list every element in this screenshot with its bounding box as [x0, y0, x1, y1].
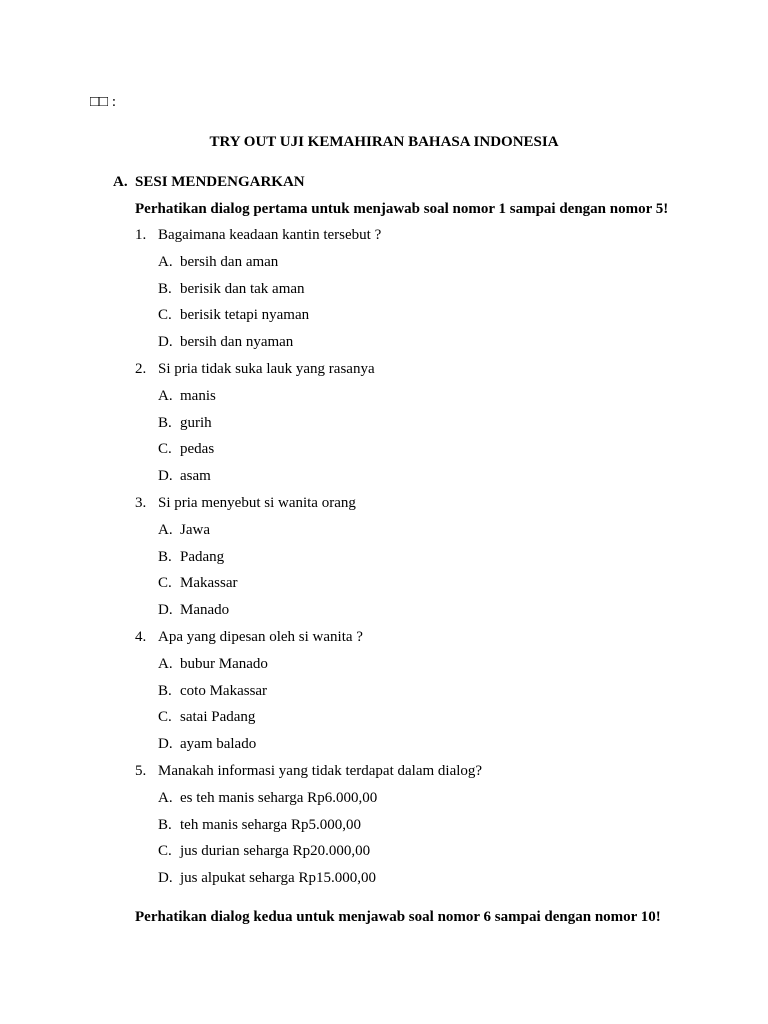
option-letter: B. [158, 414, 172, 431]
option-text: jus alpukat seharga Rp15.000,00 [180, 870, 376, 887]
header-label: □□ : [90, 94, 117, 110]
question-number: 5. [135, 762, 147, 779]
question-number: 2. [135, 360, 147, 377]
question-text: Apa yang dipesan oleh si wanita ? [158, 628, 363, 645]
option-text: es teh manis seharga Rp6.000,00 [180, 789, 378, 806]
answer-option [135, 734, 735, 761]
section-title: SESI MENDENGARKAN [135, 174, 305, 190]
answer-option [135, 547, 735, 574]
answer-option [135, 707, 735, 734]
answer-option [135, 332, 735, 359]
answer-option [135, 573, 735, 600]
option-text: bersih dan aman [180, 253, 279, 270]
option-text: ayam balado [180, 736, 257, 753]
option-letter: D. [158, 870, 173, 887]
question-item [135, 627, 735, 761]
option-letter: C. [158, 709, 172, 726]
option-letter: A. [158, 655, 173, 672]
option-letter: A. [158, 521, 173, 538]
document-title: TRY OUT UJI KEMAHIRAN BAHASA INDONESIA [209, 134, 559, 150]
option-letter: A. [158, 387, 173, 404]
answer-option [135, 681, 735, 708]
option-letter: B. [158, 682, 172, 699]
option-text: satai Padang [180, 709, 256, 726]
option-letter: B. [158, 548, 172, 565]
option-text: manis [180, 387, 216, 404]
option-letter: D. [158, 736, 173, 753]
answer-option [135, 841, 735, 868]
question-number: 1. [135, 227, 147, 243]
answer-option [135, 466, 735, 493]
instruction-second-dialog: Perhatikan dialog kedua untuk menjawab soal nomor 6 sampai dengan nomor 10! [135, 909, 661, 925]
question-stem [135, 493, 735, 520]
option-letter: C. [158, 307, 172, 324]
option-text: bubur Manado [180, 655, 268, 672]
option-letter: D. [158, 602, 173, 619]
option-text: jus durian seharga Rp20.000,00 [180, 843, 371, 860]
question-number: 3. [135, 494, 147, 511]
option-letter: C. [158, 441, 172, 458]
section-letter: A. [113, 174, 128, 190]
option-letter: B. [158, 816, 172, 833]
question-stem [135, 761, 735, 788]
question-text: Bagaimana keadaan kantin tersebut ? [158, 227, 382, 243]
instruction-first-dialog: Perhatikan dialog pertama untuk menjawab soal nomor 1 sampai dengan nomor 5! [135, 201, 669, 217]
question-stem [135, 359, 735, 386]
answer-option [135, 279, 735, 306]
option-letter: B. [158, 280, 172, 297]
answer-option [135, 868, 735, 895]
question-text: Si pria tidak suka lauk yang rasanya [158, 360, 375, 377]
question-item [135, 761, 735, 895]
option-letter: D. [158, 468, 173, 485]
question-text: Si pria menyebut si wanita orang [158, 494, 356, 511]
option-text: Makassar [180, 575, 238, 592]
option-text: berisik dan tak aman [180, 280, 305, 297]
option-letter: D. [158, 334, 173, 351]
question-item [135, 493, 735, 627]
answer-option [135, 520, 735, 547]
answer-option [135, 600, 735, 627]
question-number: 4. [135, 628, 147, 645]
question-stem [135, 225, 735, 252]
option-text: berisik tetapi nyaman [180, 307, 310, 324]
option-text: teh manis seharga Rp5.000,00 [180, 816, 361, 833]
option-text: Padang [180, 548, 225, 565]
answer-option [135, 386, 735, 413]
answer-option [135, 815, 735, 842]
option-text: gurih [180, 414, 212, 431]
option-text: Jawa [180, 521, 210, 538]
question-text: Manakah informasi yang tidak terdapat dalam dialog? [158, 762, 483, 779]
option-letter: C. [158, 843, 172, 860]
answer-option [135, 413, 735, 440]
option-text: asam [180, 468, 211, 485]
question-list [135, 225, 735, 895]
option-text: Manado [180, 602, 230, 619]
question-item [135, 225, 735, 359]
answer-option [135, 252, 735, 279]
option-text: pedas [180, 441, 215, 458]
question-item [135, 359, 735, 493]
question-stem [135, 627, 735, 654]
option-letter: A. [158, 253, 173, 270]
answer-option [135, 439, 735, 466]
option-text: coto Makassar [180, 682, 268, 699]
answer-option [135, 654, 735, 681]
section-heading [113, 172, 305, 192]
answer-option [135, 788, 735, 815]
option-text: bersih dan nyaman [180, 334, 294, 351]
option-letter: A. [158, 789, 173, 806]
answer-option [135, 305, 735, 332]
option-letter: C. [158, 575, 172, 592]
